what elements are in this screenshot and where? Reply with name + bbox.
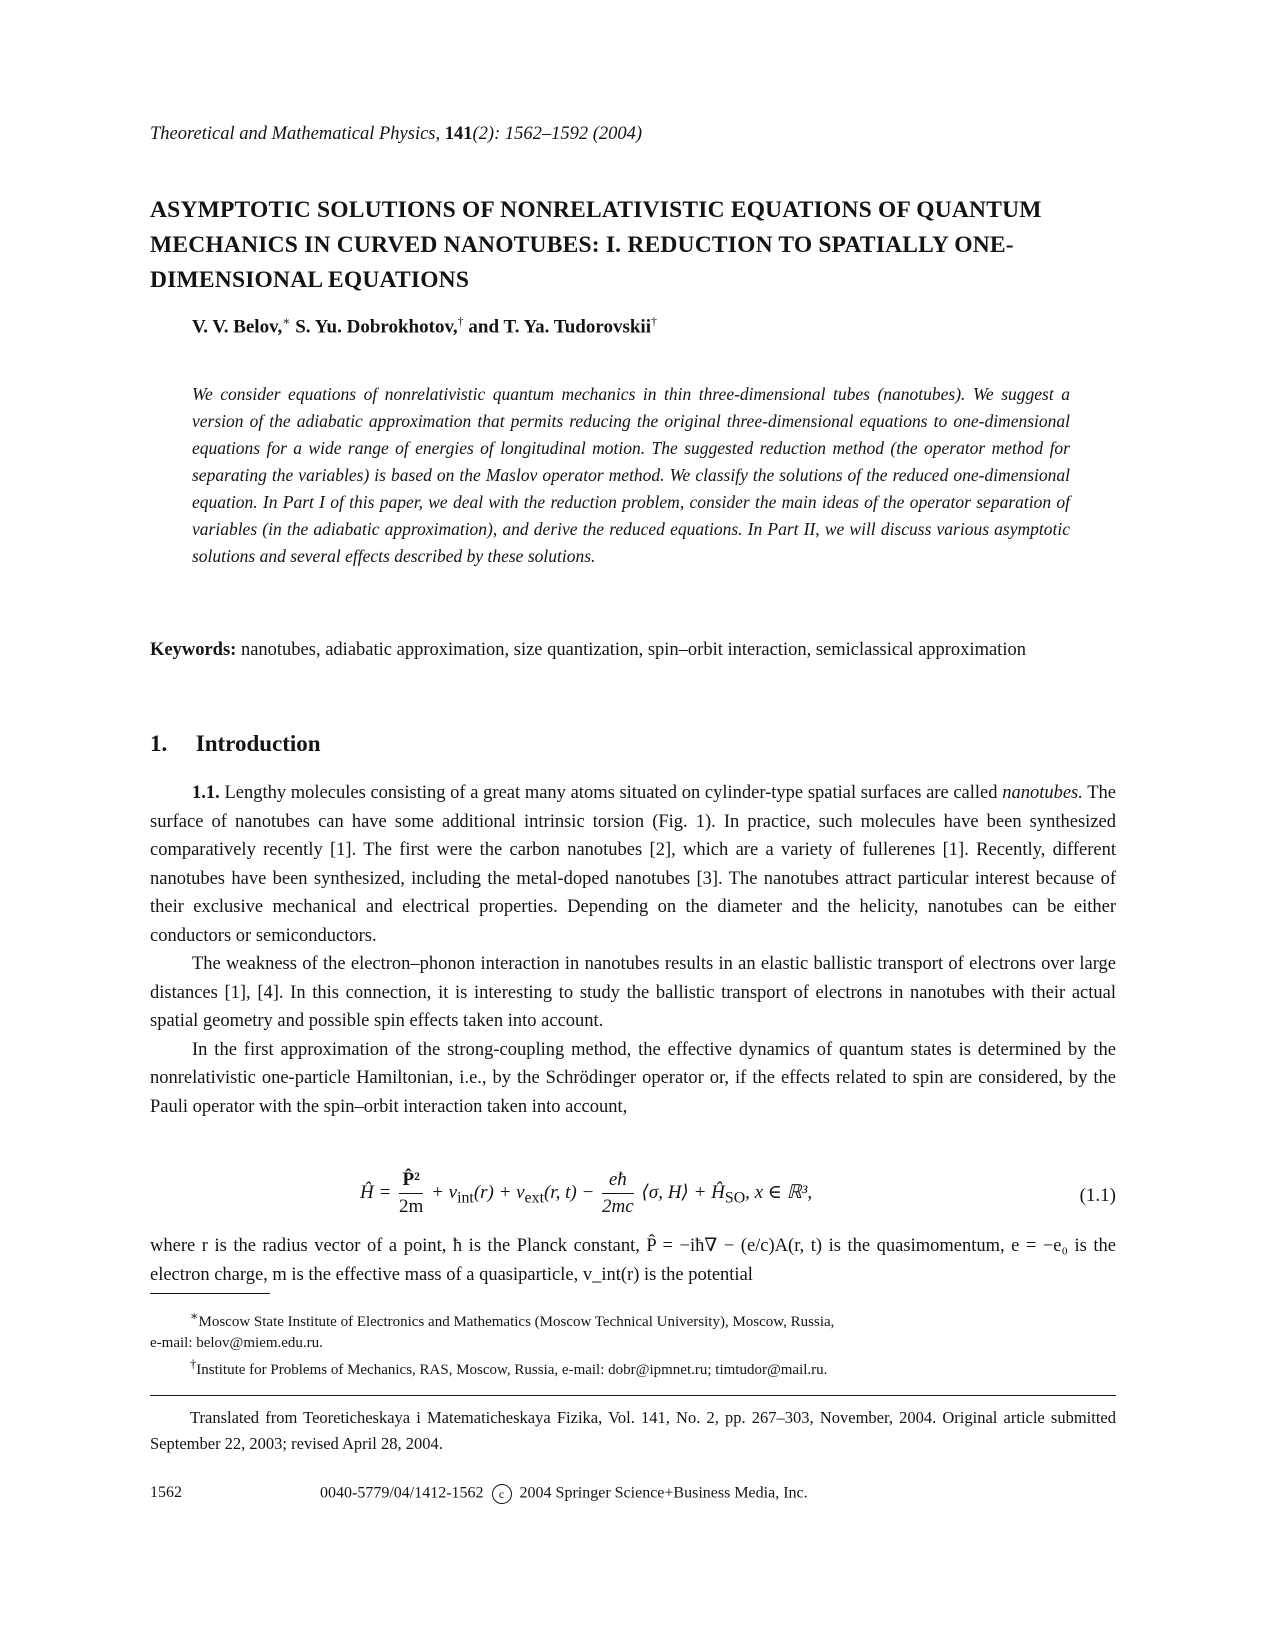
footnote — [150, 1306, 1116, 1333]
paragraph-text: Lengthy molecules consisting of a great many atoms situated on cylinder-type spatial surfaces are called — [224, 783, 998, 803]
emphasized-term: nanotubes. — [1002, 783, 1083, 803]
eq-domain: , x ∈ ℝ³, — [745, 1181, 813, 1203]
paragraph: The weakness of the electron–phonon interaction in nanotubes results in an elastic ballistic transport of electrons over large distances [1], [4]. In this connection, it is interesting to study the ballistic transport of electrons in nanotubes with their actual spatial geometry and possible spin effects taken into account. — [150, 954, 1116, 1031]
section-title: Introduction — [195, 731, 321, 756]
author-conjunction: and — [468, 316, 500, 338]
journal-issue-pages-year: (2): 1562–1592 (2004) — [472, 124, 643, 144]
affiliation-mark: † — [650, 314, 657, 328]
paragraph-text: The surface of nanotubes can have some additional intrinsic torsion (Fig. 1). In practice, such molecules have been synthesized comparatively recently [1]. The first were the carbon nanotubes [2], which are a variety of fullerenes [1]. Recently, different nanotubes have been synthesized, including the metal-doped nanotubes [3]. The nanotubes attract particular interest because of their exclusive mechanical and electrical properties. Depending on the diameter and the helicity, nanotubes can be either conductors or semiconductors. — [150, 783, 1117, 946]
translation-note: Translated from Teoreticheskaya i Matematicheskaya Fizika, Vol. 141, No. 2, pp. 267–303, November, 2004. Original article submitted September 22, 2003; revised April 28, 2004. — [150, 1408, 1116, 1453]
eq-subscript: int — [457, 1189, 474, 1207]
copyright-icon: c — [492, 1484, 512, 1504]
footnote-continuation: e-mail: belov@miem.edu.ru. — [150, 1335, 323, 1351]
eq-term: ⟨σ, H⟩ + Ĥ — [641, 1181, 725, 1203]
abstract: We consider equations of nonrelativistic quantum mechanics in thin three-dimensional tubes (nanotubes). We suggest a version of the adiabatic approximation that permits reducing the original three-dimensional equations to one-dimensional equations for a wide range of energies of longitudinal motion. The suggested reduction method (the operator method for separating the variables) is based on the Maslov operator method. We classify the solutions of the reduced one-dimensional equation. In Part I of this paper, we deal with the reduction problem, consider the main ideas of the operator separation of variables (in the adiabatic approximation), and derive the reduced equations. In Part II, we will discuss various asymptotic solutions and several effects described by these solutions. — [192, 384, 1070, 566]
eq-fraction — [399, 1167, 423, 1220]
footnote-mark: ∗ — [190, 1309, 199, 1323]
paragraph: In the first approximation of the strong-coupling method, the effective dynamics of quantum states is determined by the nonrelativistic one-particle Hamiltonian, i.e., by the Schrödinger operator or, if the effects related to spin are considered, by the Pauli operator with the spin–orbit interaction taken into account, — [150, 1039, 1116, 1117]
eq-numerator: eħ — [602, 1167, 634, 1194]
eq-subscript: SO — [724, 1189, 746, 1207]
eq-term: (r) + v — [473, 1181, 525, 1203]
keywords-label: Keywords: — [150, 640, 237, 660]
author-name: S. Yu. Dobrokhotov, — [295, 316, 458, 338]
footnote — [150, 1354, 1116, 1381]
eq-fraction — [602, 1167, 634, 1220]
eq-denominator: 2mc — [602, 1196, 634, 1217]
section-heading — [150, 731, 321, 757]
subsection-label: 1.1. — [192, 783, 220, 803]
page-number: 1562 — [150, 1484, 182, 1501]
issn: 0040-5779/04/1412-1562 — [320, 1484, 484, 1502]
footnote-mark: † — [190, 1357, 197, 1371]
footnotes — [150, 1306, 1116, 1381]
eq-lhs: Ĥ = — [360, 1181, 392, 1203]
author-name: V. V. Belov, — [192, 316, 283, 338]
copyright-text: 2004 Springer Science+Business Media, Inc. — [519, 1484, 808, 1502]
author-list — [192, 314, 657, 338]
paragraph — [150, 779, 1116, 950]
author-name: T. Ya. Tudorovskii — [503, 316, 651, 338]
keywords-text: nanotubes, adiabatic approximation, size quantization, spin–orbit interaction, semiclassical approximation — [240, 640, 1026, 660]
keywords — [150, 638, 1116, 663]
affiliation-mark: ∗ — [282, 314, 291, 328]
translation-divider — [150, 1395, 1116, 1396]
eq-term: (r, t) − — [543, 1181, 595, 1203]
footnote-text: Moscow State Institute of Electronics and Mathematics (Moscow Technical University), Moscow, Russia, — [198, 1314, 835, 1330]
body-text — [150, 779, 1116, 1121]
journal-citation — [150, 124, 642, 145]
paragraph-after-equation: where r is the radius vector of a point, ħ is the Planck constant, P̂ = −iħ∇ − (e/c)A(r, t) is the quasimomentum, e = −e₀ is the electron charge, m is the effective mass of a quasiparticle, v_int(r) is the potential — [150, 1236, 1116, 1285]
eq-denominator: 2m — [399, 1196, 424, 1217]
eq-numerator: P̂² — [399, 1167, 423, 1194]
equation-number: (1.1) — [1079, 1185, 1116, 1206]
section-number: 1. — [150, 731, 168, 756]
equation-1-1 — [150, 1167, 1116, 1237]
journal-volume: 141 — [444, 124, 473, 144]
paper-title: ASYMPTOTIC SOLUTIONS OF NONRELATIVISTIC EQUATIONS OF QUANTUM MECHANICS IN CURVED NANOTUBES: I. REDUCTION TO SPATIALLY ONE-DIMENSIONAL EQUATIONS — [150, 197, 1042, 293]
affiliation-mark: † — [457, 314, 464, 328]
equation-body — [360, 1167, 812, 1220]
eq-term: + v — [431, 1181, 458, 1203]
eq-subscript: ext — [524, 1189, 544, 1207]
footnote-divider — [150, 1293, 270, 1294]
footnote-text: Institute for Problems of Mechanics, RAS, Moscow, Russia, e-mail: dobr@ipmnet.ru; timtudor@mail.ru. — [196, 1362, 828, 1378]
journal-name: Theoretical and Mathematical Physics, — [150, 124, 441, 144]
copyright-line — [320, 1484, 808, 1504]
